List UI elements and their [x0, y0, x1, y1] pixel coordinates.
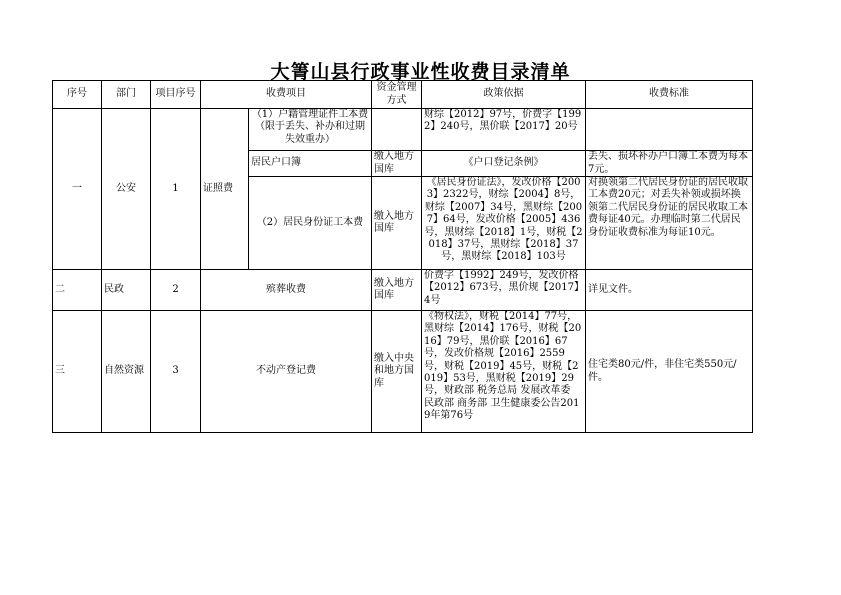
row-seq: 二: [53, 270, 102, 311]
table-row: [53, 109, 753, 151]
row-dept: 公安: [102, 109, 151, 270]
table-row: [53, 270, 753, 311]
row-mgmt: 缴入中央和地方国库: [372, 311, 422, 433]
header-item-seq: 项目序号: [151, 81, 201, 109]
row-standard: 住宅类80元/件，非住宅类550元/件。: [586, 311, 753, 433]
sub-item-policy: 财综【2012】97号，价费字【1992】240号，黑价联【2017】20号: [422, 109, 586, 151]
row-mgmt: 缴入地方国库: [372, 270, 422, 311]
header-seq: 序号: [53, 81, 102, 109]
row-policy: 价费字【1992】249号，发改价格【2012】673号，黑价规【2017】4号: [422, 270, 586, 311]
row-item-seq: 3: [151, 311, 201, 433]
sub-item-policy: 《户口登记条例》: [422, 151, 586, 177]
row-dept: 自然资源: [102, 311, 151, 433]
sub-item-mgmt: 缴入地方国库: [372, 151, 422, 177]
row-item-seq: 1: [151, 109, 201, 270]
header-item: 收费项目: [201, 81, 372, 109]
header-fund-mgmt: 资金管理方式: [372, 81, 422, 109]
header-standard: 收费标准: [586, 81, 753, 109]
sub-item-name: 居民户口簿: [249, 151, 372, 177]
sub-item-mgmt: [372, 109, 422, 151]
row-item: 不动产登记费: [201, 311, 372, 433]
sub-item-standard: [586, 109, 753, 151]
row-standard: 详见文件。: [586, 270, 753, 311]
row-seq: 一: [53, 109, 102, 270]
row-seq: 三: [53, 311, 102, 433]
header-dept: 部门: [102, 81, 151, 109]
sub-item-mgmt: 缴入地方国库: [372, 177, 422, 270]
row-category: 证照费: [201, 109, 249, 270]
table-row: [53, 311, 753, 433]
row-item-seq: 2: [151, 270, 201, 311]
row-policy: 《物权法》，财税【2014】77号，黑财综【2014】176号，财税【2016】79号，黑价联【2016】67号，发改价格规【2016】2559号，财税【2019】45号，财税【2019】53号，黑财税【2019】29号，财政部 税务总局 发展改革委 民政部 商务部 卫生健康委公告2019年第76号: [422, 311, 586, 433]
page-title: 大箐山县行政事业性收费目录清单: [270, 61, 571, 83]
header-row: [53, 81, 753, 109]
sub-item-name: （1）户籍管理证件工本费（限于丢失、补办和过期失效重办）: [249, 109, 372, 151]
sub-item-standard: 对换领第二代居民身份证的居民收取工本费20元；对丢失补领或损坏换领第二代居民身份证的居民收取工本费每证40元。办理临时第二代居民身份证收费标准为每证10元。: [586, 177, 753, 270]
fee-catalog-table: [52, 80, 753, 433]
row-item: 殡葬收费: [201, 270, 372, 311]
row-dept: 民政: [102, 270, 151, 311]
sub-item-standard: 丢失、损坏补办户口簿工本费为每本7元。: [586, 151, 753, 177]
sub-item-policy: 《居民身份证法》，发改价格【2003】2322号，财综【2004】8号，财综【2007】34号，黑财综【2007】64号，发改价格【2005】436号，黑财综【2018】1号，财税【2018】37号，黑财综【2018】37号，黑财综【2018】103号: [422, 177, 586, 270]
sub-item-name: （2）居民身份证工本费: [249, 177, 372, 270]
header-policy: 政策依据: [422, 81, 586, 109]
